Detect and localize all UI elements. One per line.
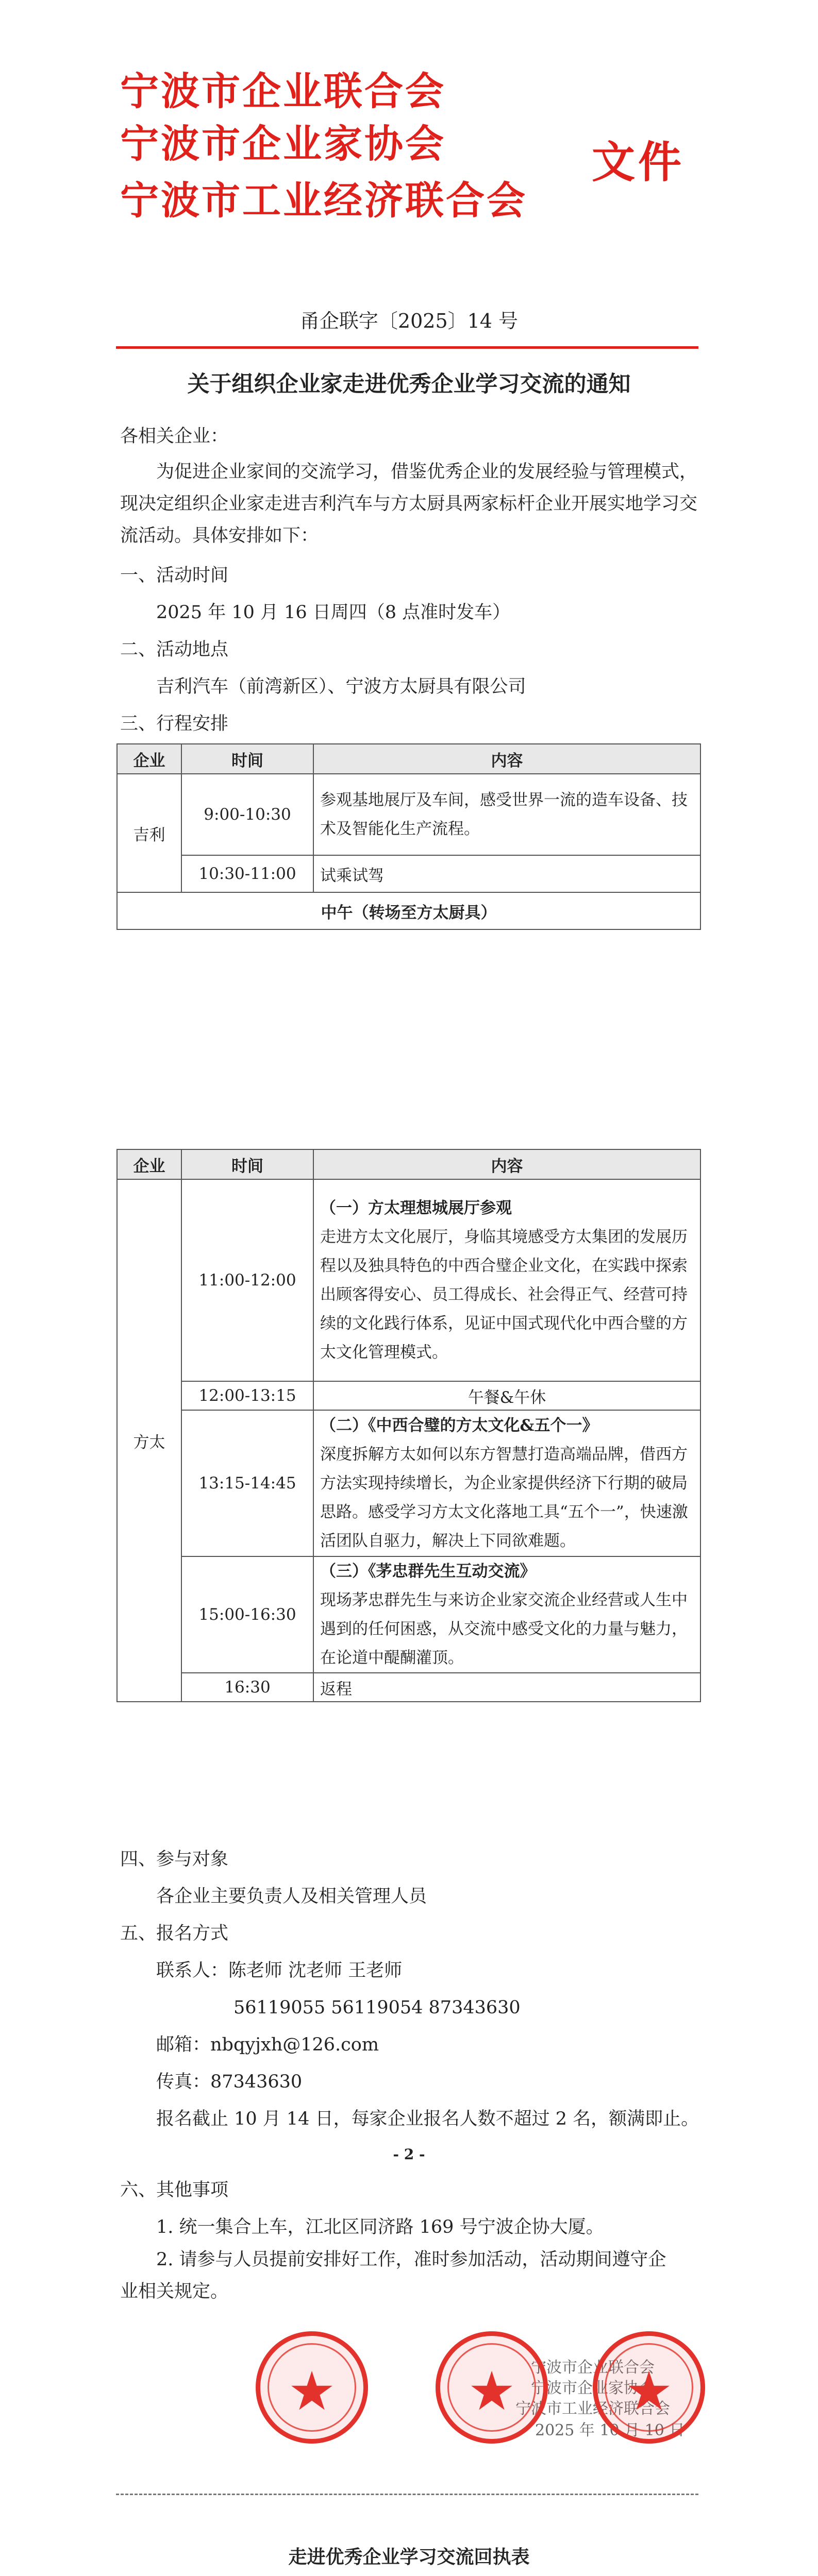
schedule-header-company: 企业 [117, 744, 181, 774]
schedule-session-text: 深度拆解方太如何以东方智慧打造高端品牌，借西方方法实现持续增长，为企业家提供经济下行期的破局思路。感受学习方太文化落地工具“五个一”，快速激活团队自驱力，解决上下同欲难题。 [320, 1445, 688, 1550]
page-number-2: - 2 - [393, 2146, 425, 2163]
intro-paragraph: 为促进企业家间的交流学习，借鉴优秀企业的发展经验与管理模式，现决定组织企业家走进吉利汽车与方太厨具两家标杆企业开展实地学习交流活动。具体安排如下： [120, 462, 698, 546]
signup-fax: 传真：87343630 [156, 2072, 303, 2092]
issuer-name-1: 宁波市企业联合会 [120, 69, 446, 114]
issuer-name-2: 宁波市企业家协会 [120, 121, 446, 166]
schedule-table-fotile [116, 1149, 701, 1702]
schedule-content: 试乘试驾 [313, 855, 700, 892]
seal-stamp-3 [593, 2331, 705, 2444]
signature-org-1: 宁波市企业联合会 [531, 2359, 655, 2377]
section-signup-heading: 五、报名方式 [120, 1923, 229, 1944]
signup-deadline: 报名截止 10 月 14 日，每家企业报名人数不超过 2 名，额满即止。 [156, 2109, 699, 2129]
seal-star-icon: ★ [468, 2360, 516, 2422]
other-item-2: 2. 请参与人员提前安排好工作，准时参加活动，活动期间遵守企业相关规定。 [120, 2249, 666, 2302]
signup-phones: 56119055 56119054 87343630 [233, 1997, 521, 2018]
cut-line [116, 2494, 698, 2495]
schedule-header-time: 时间 [181, 744, 313, 774]
seal-stamp-1 [256, 2331, 368, 2444]
schedule-table-geely [116, 743, 701, 930]
schedule-content: 午餐&午休 [313, 1381, 700, 1410]
schedule-content: 参观基地展厅及车间，感受世界一流的造车设备、技术及智能化生产流程。 [313, 774, 700, 855]
receipt-title: 走进优秀企业学习交流回执表 [288, 2546, 530, 2568]
schedule-time: 11:00-12:00 [181, 1179, 313, 1381]
schedule-session-title: （二）《中西合璧的方太文化&五个一》 [320, 1416, 598, 1435]
document-title: 关于组织企业家走进优秀企业学习交流的通知 [187, 371, 631, 397]
section-time-text: 2025 年 10 月 16 日周四（8 点准时发车） [156, 602, 511, 623]
schedule-session-text: 走进方太文化展厅，身临其境感受方太集团的发展历程以及独具特色的中西合璧企业文化，在实践中探索出顾客得安心、员工得成长、社会得正气、经营可持续的文化践行体系，见证中国式现代化中西合璧的方太文化管理模式。 [320, 1228, 688, 1362]
schedule-session-title: （三）《茅忠群先生互动交流》 [320, 1562, 536, 1581]
schedule-session-text: 现场茅忠群先生与来访企业家交流企业经营或人生中遇到的任何困惑，从交流中感受文化的力量与魅力，在论道中醍醐灌顶。 [320, 1591, 688, 1667]
schedule-session-title: （一）方太理想城展厅参观 [320, 1199, 512, 1217]
section-place-text: 吉利汽车（前湾新区）、宁波方太厨具有限公司 [156, 676, 526, 697]
schedule-time: 10:30-11:00 [181, 855, 313, 892]
schedule-time: 15:00-16:30 [181, 1556, 313, 1673]
schedule-company-geely: 吉利 [117, 774, 181, 892]
section-participants-text: 各企业主要负责人及相关管理人员 [156, 1886, 427, 1907]
header-red-rule [116, 346, 698, 349]
schedule-time: 13:15-14:45 [181, 1410, 313, 1556]
section-other-heading: 六、其他事项 [120, 2180, 229, 2200]
seal-star-icon: ★ [625, 2360, 673, 2422]
schedule-time: 9:00-10:30 [181, 774, 313, 855]
issuer-name-3: 宁波市工业经济联合会 [120, 178, 528, 223]
schedule-header-content: 内容 [313, 744, 700, 774]
document-number: 甬企联字〔2025〕14 号 [299, 310, 519, 332]
salutation: 各相关企业： [120, 426, 229, 447]
schedule-header-time: 时间 [181, 1149, 313, 1179]
schedule-time: 12:00-13:15 [181, 1381, 313, 1410]
signup-contacts: 联系人：陈老师 沈老师 王老师 [156, 1960, 403, 1981]
schedule-company-fotile: 方太 [117, 1179, 181, 1702]
seal-star-icon: ★ [288, 2360, 336, 2422]
section-participants-heading: 四、参与对象 [120, 1849, 229, 1870]
section-place-heading: 二、活动地点 [120, 639, 229, 660]
signature-org-2: 宁波市企业家协会 [531, 2379, 655, 2397]
section-schedule-heading: 三、行程安排 [120, 714, 229, 734]
document-word: 文件 [592, 137, 685, 188]
signature-org-3: 宁波市工业经济联合会 [515, 2400, 670, 2418]
schedule-time: 16:30 [181, 1673, 313, 1702]
other-item-1: 1. 统一集合上车，江北区同济路 169 号宁波企协大厦。 [156, 2217, 604, 2238]
schedule-noon-row: 中午（转场至方太厨具） [117, 892, 700, 929]
signature-date: 2025 年 10 月 10 日 [535, 2421, 685, 2439]
schedule-header-company: 企业 [117, 1149, 181, 1179]
seal-stamp-2 [436, 2331, 548, 2444]
schedule-content: 返程 [313, 1673, 700, 1702]
schedule-header-content: 内容 [313, 1149, 700, 1179]
signup-email: 邮箱：nbqyjxh@126.com [156, 2035, 379, 2055]
section-time-heading: 一、活动时间 [120, 565, 229, 586]
